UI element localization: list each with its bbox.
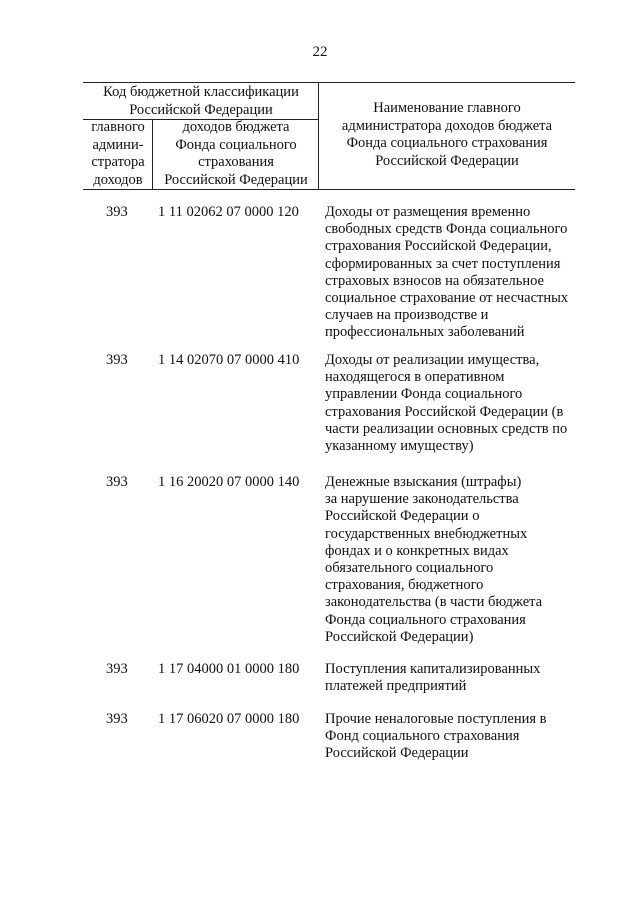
text-line: находящегося в оперативном [325, 369, 505, 386]
text-line: Российской Федерации [375, 152, 519, 169]
text-line: доходов [93, 171, 143, 188]
admin-code: 393 [106, 352, 128, 368]
text-line: управлении Фонда социального [325, 386, 523, 403]
text-line: Фонда социального страхования [346, 135, 548, 151]
text-line: стратора [91, 154, 145, 170]
text-line: Доходы от реализации имущества, [325, 352, 540, 368]
admin-code: 393 [106, 204, 128, 220]
admin-column-header [83, 119, 153, 189]
text-line: Российской Федерации) [325, 628, 474, 645]
income-description [325, 352, 585, 455]
text-line: законодательства (в части бюджета [325, 594, 543, 611]
text-line: свободных средств Фонда социального [325, 221, 568, 238]
admin-code: 393 [106, 474, 128, 490]
text-line: платежей предприятий [325, 678, 467, 695]
admin-code: 393 [106, 711, 128, 727]
text-line: сформированных за счет поступления [325, 255, 561, 272]
admin-code: 393 [106, 661, 128, 677]
text-line: главного [91, 119, 145, 135]
income-description [325, 711, 585, 763]
text-line: Наименование главного [373, 100, 521, 116]
text-line: доходов бюджета [182, 119, 290, 135]
text-line: государственных внебюджетных [325, 525, 528, 542]
text-line: профессиональных заболеваний [325, 324, 525, 341]
page-number: 22 [312, 44, 328, 60]
income-code: 1 17 06020 07 0000 180 [158, 711, 300, 727]
text-line: за нарушение законодательства [325, 491, 519, 508]
text-line: указанному имуществу) [325, 438, 474, 455]
table-header [83, 82, 575, 190]
text-line: Российской Федерации [129, 101, 273, 118]
text-line: Поступления капитализированных [325, 661, 541, 677]
text-line: Фонда социального [175, 136, 297, 153]
income-description [325, 204, 585, 342]
income-code: 1 11 02062 07 0000 120 [158, 204, 299, 220]
income-code: 1 14 02070 07 0000 410 [158, 352, 300, 368]
name-column-header [319, 100, 575, 170]
text-line: Доходы от размещения временно [325, 204, 531, 220]
text-line: админи- [92, 136, 144, 153]
text-line: Код бюджетной классификации [103, 84, 299, 100]
text-line: страхования Российской Федерации, [325, 238, 552, 255]
text-line: части реализации основных средств по [325, 420, 568, 437]
text-line: Фонда социального страхования [325, 611, 526, 628]
text-line: страхования, бюджетного [325, 577, 484, 594]
text-line: Российской Федерации [164, 171, 308, 188]
income-code: 1 17 04000 01 0000 180 [158, 661, 300, 677]
income-column-header [153, 119, 319, 189]
kbk-title [83, 84, 319, 119]
text-line: Российской Федерации о [325, 508, 480, 525]
text-line: обязательного социального [325, 560, 494, 577]
text-line: Российской Федерации [325, 745, 469, 762]
text-line: страховых взносов на обязательное [325, 272, 544, 289]
text-line: Фонд социального страхования [325, 728, 520, 745]
text-line: социальное страхование от несчастных [325, 290, 569, 307]
income-description [325, 661, 585, 695]
text-line: фондах и о конкретных видах [325, 542, 509, 559]
text-line: страхования [198, 154, 274, 170]
income-description [325, 474, 585, 646]
text-line: случаев на производстве и [325, 307, 489, 324]
text-line: администратора доходов бюджета [341, 117, 553, 134]
text-line: страхования Российской Федерации (в [325, 403, 564, 420]
text-line: Денежные взыскания (штрафы) [325, 474, 522, 490]
income-code: 1 16 20020 07 0000 140 [158, 474, 300, 490]
text-line: Прочие неналоговые поступления в [325, 711, 547, 727]
